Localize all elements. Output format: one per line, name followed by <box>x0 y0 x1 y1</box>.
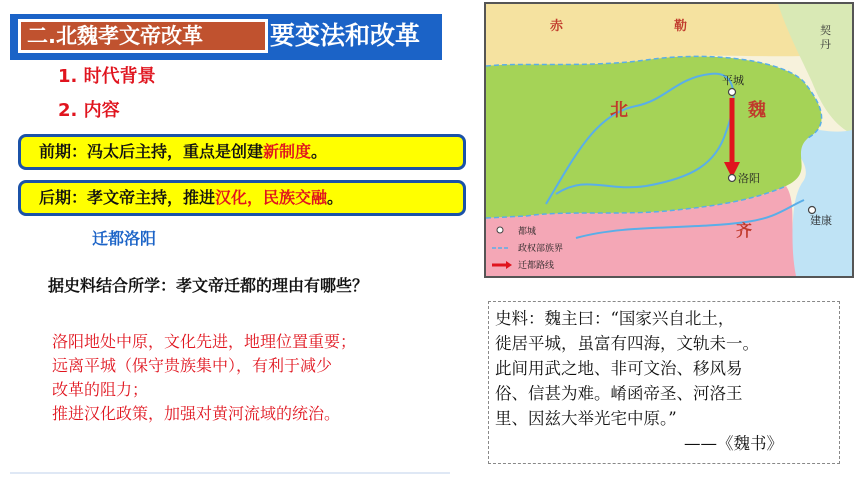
early-period-highlight: 新制度 <box>263 142 312 161</box>
source-line: 此间用武之地、非可文治、移风易 <box>495 359 743 378</box>
map-label-chi: 赤 <box>550 19 564 34</box>
map-city-luoyang: 洛阳 <box>738 172 760 185</box>
answer-line: 改革的阻力； <box>52 380 149 399</box>
source-citation: ——《魏书》 <box>684 434 783 453</box>
answer-line: 洛阳地处中原，文化先进，地理位置重要； <box>52 332 357 351</box>
legend-capital: 都城 <box>518 227 537 237</box>
source-line: 俗、信甚为难。崤函帝圣、河洛王 <box>495 384 743 403</box>
map-label-bei: 北 <box>610 100 628 121</box>
map-city-pingcheng: 平城 <box>722 74 744 87</box>
source-line: 徙居平城，虽富有四海，文轨未一。 <box>495 334 759 353</box>
source-box <box>488 301 840 464</box>
map-city-jiankang: 建康 <box>810 214 832 227</box>
source-line: 史料：魏主曰：“国家兴自北土， <box>495 309 735 328</box>
map-svg <box>486 4 852 276</box>
jiankang-marker <box>809 207 816 214</box>
late-period-text: 后期：孝文帝主持，推进 <box>39 188 216 207</box>
late-period-end: 。 <box>327 188 344 207</box>
luoyang-marker <box>729 175 736 182</box>
title-label: 二.北魏孝文帝改革 <box>18 19 268 53</box>
map-label-wei: 魏 <box>748 100 766 121</box>
pingcheng-marker <box>729 89 736 96</box>
legend-capital-icon <box>497 227 503 233</box>
answer-line: 远离平城（保守贵族集中），有利于减少 <box>52 356 333 375</box>
map-label-qi: 契 <box>820 24 831 37</box>
title-rest: 要变法和改革 <box>270 21 421 50</box>
early-period-end: 。 <box>311 142 328 161</box>
map-label-le: 勒 <box>674 19 688 34</box>
bottom-divider <box>10 472 450 474</box>
early-period-box <box>18 134 466 170</box>
historical-map <box>484 2 854 278</box>
early-period-text: 前期：冯太后主持，重点是创建 <box>39 142 264 161</box>
move-capital-label: 迁都洛阳 <box>92 229 157 248</box>
map-label-qi-state: 齐 <box>736 221 753 240</box>
late-period-highlight: 汉化，民族交融 <box>215 188 328 207</box>
map-label-dan: 丹 <box>820 38 831 51</box>
late-period-box <box>18 180 466 216</box>
legend-route: 迁都路线 <box>518 261 555 271</box>
section-content: 2. 内容 <box>58 100 120 121</box>
source-line: 里、因兹大举光宅中原。” <box>495 409 677 428</box>
question-text: 据史料结合所学：孝文帝迁都的理由有哪些？ <box>48 276 369 295</box>
section-background: 1. 时代背景 <box>58 66 156 87</box>
legend-border: 政权部族界 <box>518 244 564 254</box>
answer-line: 推进汉化政策，加强对黄河流域的统治。 <box>52 404 341 423</box>
